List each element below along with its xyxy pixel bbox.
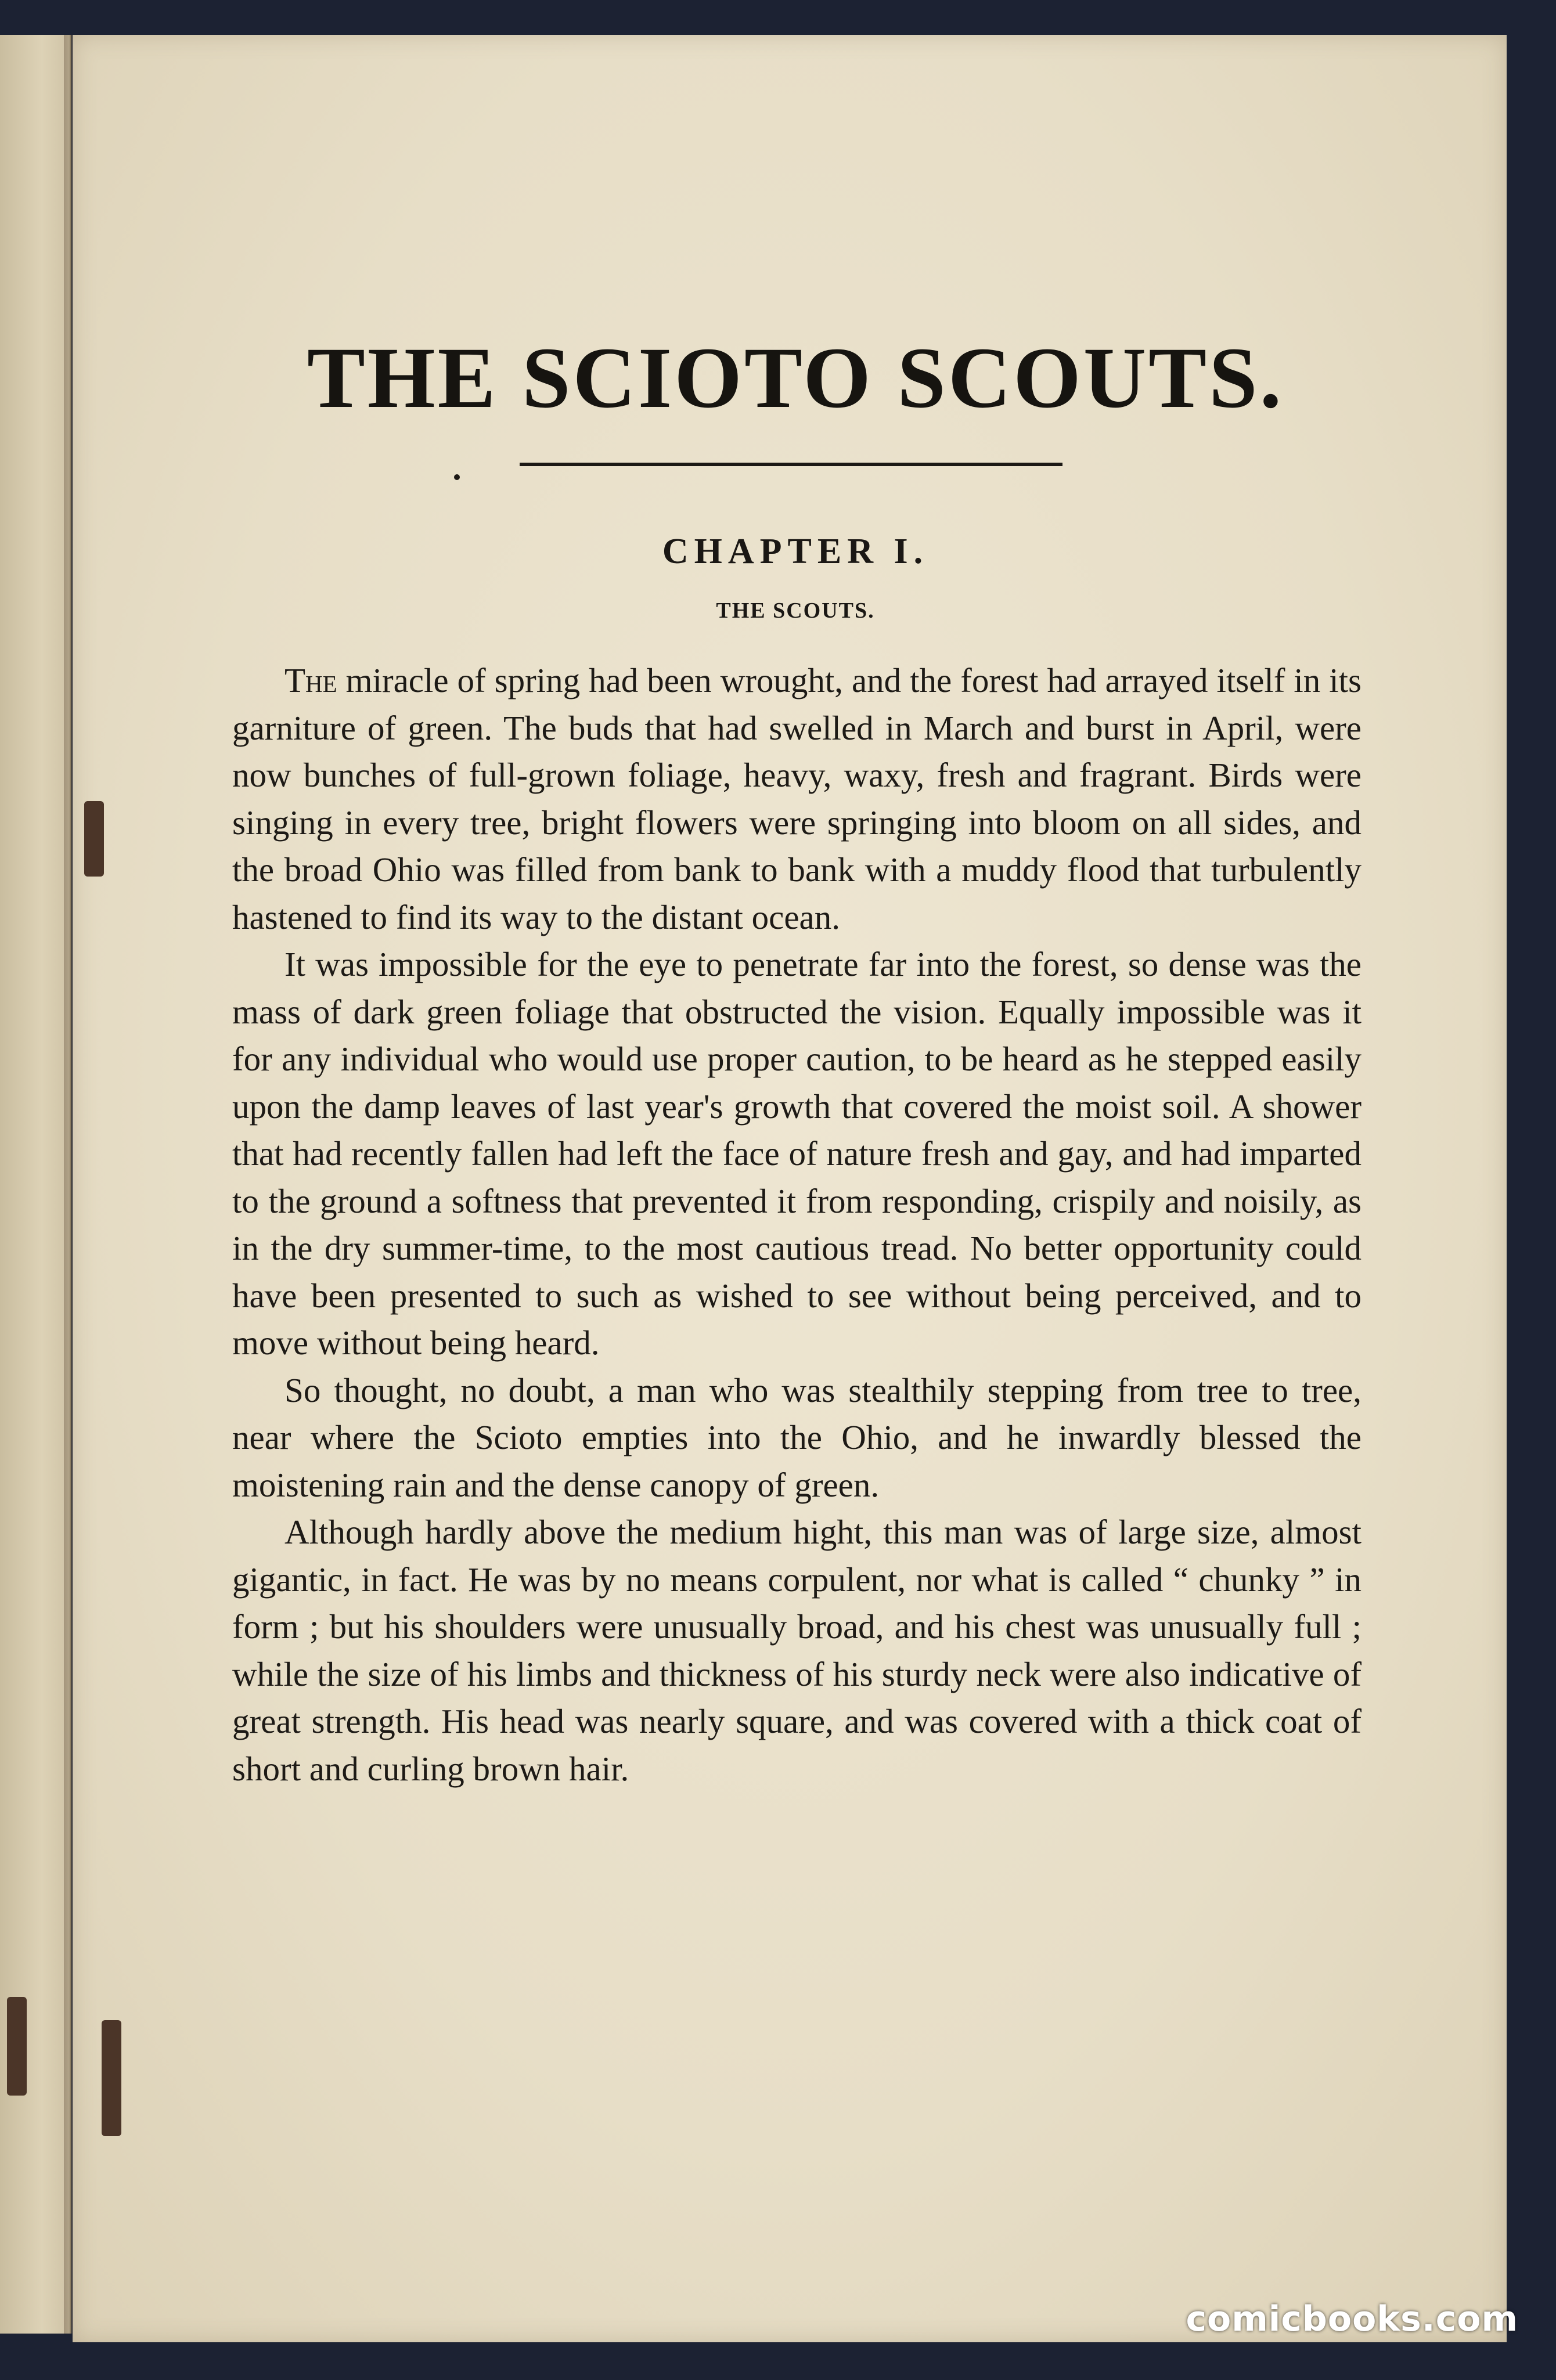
binding-hole: [102, 2020, 121, 2136]
watermark: comicbooks.com: [1186, 2299, 1518, 2339]
chapter-heading: CHAPTER I.: [662, 532, 929, 571]
paragraph-lead-word: The: [284, 661, 337, 699]
binding-hole: [7, 1997, 27, 2096]
left-page-edge: [0, 35, 71, 2334]
binding-hole: [84, 801, 104, 877]
book-title: THE SCIOTO SCOUTS.: [307, 330, 1284, 426]
paragraph-4: Although hardly above the medium hight, this man was of large size, almost gigantic, in fact. He was by no means corpulent, nor what is called “ chunky ” in form ; but his shoulders were unusually broad, and his chest was unusually full ; while the size of his limbs and thickness of his sturdy neck were also indicative of great strength. His head was nearly square, and was covered with a thick coat of short and curling brown hair.: [232, 1513, 1362, 1788]
paragraph-3: So thought, no doubt, a man who was stealthily stepping from tree to tree, near where the Scioto empties into the Ohio, and he inwardly blessed the moistening rain and the dense canopy of green.: [232, 1371, 1362, 1504]
paragraph-text: miracle of spring had been wrought, and the forest had arrayed itself in its garniture of green. The buds that had swelled in March and burst in April, were now bunches of full-grown foliage, heavy, waxy, fresh and fragrant. Birds were singing in every tree, bright flowers were springing into bloom on all sides, and the broad Ohio was filled from bank to bank with a muddy flood that turbulently hastened to find its way to the distant ocean.: [232, 661, 1362, 936]
chapter-body: [232, 657, 1362, 1793]
ink-dot: [454, 474, 460, 480]
paragraph-1: [232, 657, 1362, 941]
title-rule: [520, 463, 1062, 466]
paragraph-2: It was impossible for the eye to penetrate far into the forest, so dense was the mass of dark green foliage that obstructed the vision. Equally impossible was it for any individual who would use proper caution, to be heard as he stepped easily upon the damp leaves of last year's growth that covered the moist soil. A shower that had recently fallen had left the face of nature fresh and gay, and had imparted to the ground a softness that prevented it from responding, crispily and noisily, as in the dry summer-time, to the most cautious tread. No better opportunity could have been presented to such as wished to see without being perceived, and to move without being heard.: [232, 945, 1362, 1362]
chapter-subheading: THE SCOUTS.: [716, 598, 875, 623]
